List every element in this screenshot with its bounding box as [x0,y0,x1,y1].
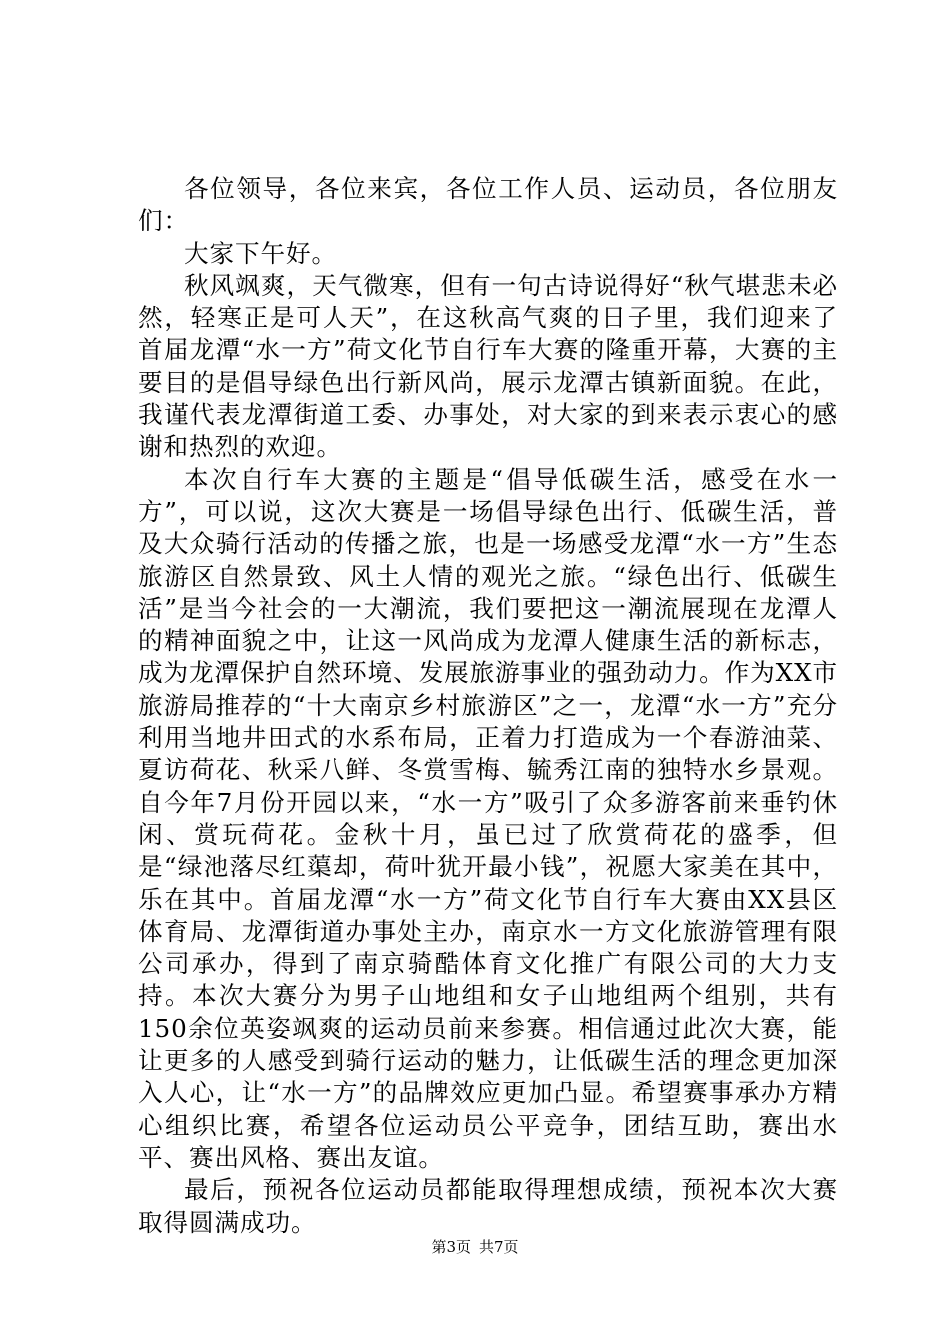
theme-paragraph: 本次自行车大赛的主题是“倡导低碳生活，感受在水一方”，可以说，这次大赛是一场倡导绿色出行、低碳生活，普及大众骑行活动的传播之旅，也是一场感受龙潭“水一方”生态旅游区自然景致、风土人情的观光之旅。“绿色出行、低碳生活”是当今社会的一大潮流，我们要把这一潮流展现在龙潭人的精神面貌之中，让这一风尚成为龙潭人健康生活的新标志，成为龙潭保护自然环境、发展旅游事业的强劲动力。作为XX市旅游局推荐的“十大南京乡村旅游区”之一，龙潭“水一方”充分利用当地井田式的水系布局，正着力打造成为一个春游油菜、夏访荷花、秋采八鲜、冬赏雪梅、毓秀江南的独特水乡景观。自今年7月份开园以来，“水一方”吸引了众多游客前来垂钓休闲、赏玩荷花。金秋十月，虽已过了欣赏荷花的盛季，但是“绿池落尽红蕖却，荷叶犹开最小钱”，祝愿大家美在其中，乐在其中。首届龙潭“水一方”荷文化节自行车大赛由XX县区体育局、龙潭街道办事处主办，南京水一方文化旅游管理有限公司承办，得到了南京骑酷体育文化推广有限公司的大力支持。本次大赛分为男子山地组和女子山地组两个组别，共有150余位英姿飒爽的运动员前来参赛。相信通过此次大赛，能让更多的人感受到骑行运动的魅力，让低碳生活的理念更加深入人心，让“水一方”的品牌效应更加凸显。希望赛事承办方精心组织比赛，希望各位运动员公平竞争，团结互助，赛出水平、赛出风格、赛出友谊。 [138,464,838,1172]
page-total: 共7页 [479,1238,519,1256]
opening-paragraph: 秋风飒爽，天气微寒，但有一句古诗说得好“秋气堪悲未必然，轻寒正是可人天”，在这秋高气爽的日子里，我们迎来了首届龙潭“水一方”荷文化节自行车大赛的隆重开幕，大赛的主要目的是倡导绿色出行新风尚，展示龙潭古镇新面貌。在此，我谨代表龙潭街道工委、办事处，对大家的到来表示衷心的感谢和热烈的欢迎。 [138,270,838,462]
page-number: 第3页 [431,1238,471,1256]
document-body [138,173,838,1239]
page-footer [0,1236,950,1257]
closing-paragraph: 最后，预祝各位运动员都能取得理想成绩，预祝本次大赛取得圆满成功。 [138,1175,838,1237]
salutation-paragraph: 各位领导，各位来宾，各位工作人员、运动员，各位朋友们： [138,174,838,236]
greeting-paragraph: 大家下午好。 [184,238,337,268]
